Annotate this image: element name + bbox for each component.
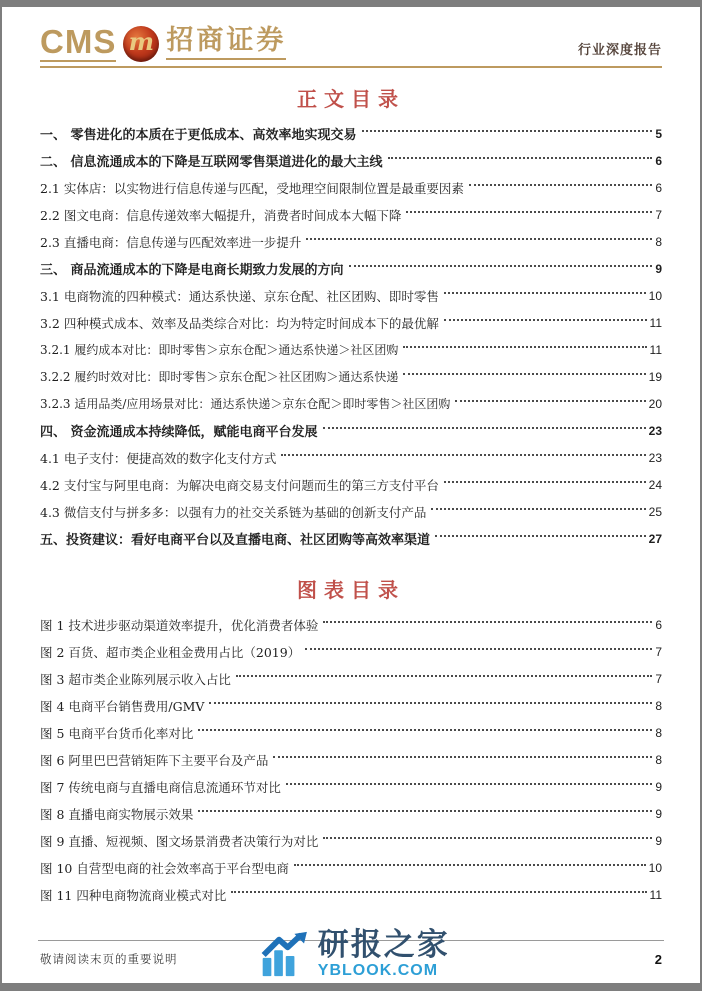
toc-entry[interactable]	[40, 201, 662, 228]
figure-entry-label: 图 4 电商平台销售费用/GMV	[40, 698, 205, 714]
cms-logo-text: CMS	[40, 23, 117, 60]
page-header	[40, 25, 662, 62]
toc-entry-label: 二、 信息流通成本的下降是互联网零售渠道进化的最大主线	[40, 155, 383, 170]
toc-entry[interactable]	[40, 471, 662, 498]
toc-entry[interactable]	[40, 147, 662, 174]
footer-disclaimer: 敬请阅读末页的重要说明	[40, 952, 178, 966]
dotted-leader	[444, 481, 646, 483]
figure-entry-label: 图 9 直播、短视频、图文场景消费者决策行为对比	[40, 833, 319, 849]
cms-brand-logo	[40, 25, 286, 62]
dotted-leader	[281, 454, 645, 456]
cms-badge-icon	[123, 26, 159, 62]
dotted-leader	[209, 702, 652, 704]
header-divider	[40, 66, 662, 68]
page-number: 2	[654, 952, 662, 967]
dotted-leader	[349, 265, 653, 267]
watermark-text	[317, 927, 450, 979]
toc-entry-page: 8	[655, 234, 662, 249]
figure-entry-page: 6	[655, 617, 662, 632]
toc-entry-page: 7	[655, 207, 662, 222]
dotted-leader	[403, 346, 646, 348]
report-type-label: 行业深度报告	[577, 43, 662, 58]
dotted-leader	[305, 648, 652, 650]
dotted-leader	[444, 292, 646, 294]
figure-entry-label: 图 2 百货、超市类企业租金费用占比（2019）	[40, 644, 301, 660]
figure-entry-label: 图 10 自营型电商的社会效率高于平台型电商	[40, 860, 289, 876]
figure-entry-label: 图 3 超市类企业陈列展示收入占比	[40, 671, 231, 687]
toc-entry-page: 6	[655, 180, 662, 195]
figure-entry[interactable]	[40, 773, 662, 800]
toc-entry-label: 2.2 图文电商：信息传递效率大幅提升，消费者时间成本大幅下降	[40, 207, 402, 223]
figures-title: 图表目录	[297, 578, 405, 602]
toc-entry[interactable]	[40, 120, 662, 147]
dotted-leader	[388, 157, 653, 159]
dotted-leader	[469, 184, 652, 186]
toc-entry-page: 9	[655, 261, 662, 276]
dotted-leader	[323, 837, 652, 839]
figure-entry[interactable]	[40, 827, 662, 854]
dotted-leader	[435, 535, 646, 537]
figure-entry[interactable]	[40, 746, 662, 773]
toc-entry[interactable]	[40, 417, 662, 444]
dotted-leader	[294, 864, 646, 866]
figure-entry-label: 图 8 直播电商实物展示效果	[40, 806, 194, 822]
dotted-leader	[406, 211, 652, 213]
toc-entry[interactable]	[40, 498, 662, 525]
figure-entry-page: 10	[648, 860, 662, 875]
toc-entry[interactable]	[40, 444, 662, 471]
toc-entry[interactable]	[40, 255, 662, 282]
dotted-leader	[431, 508, 645, 510]
toc-entry[interactable]	[40, 174, 662, 201]
toc-entry[interactable]	[40, 309, 662, 336]
figure-entry-page: 7	[655, 644, 662, 659]
figure-entry-page: 7	[655, 671, 662, 686]
watermark-site: YBLOOK.COM	[317, 962, 439, 979]
toc-title: 正文目录	[297, 87, 405, 111]
toc-entry-label: 3.2.2 履约时效对比：即时零售＞京东仓配＞社区团购＞通达系快递	[40, 370, 399, 384]
figure-entry[interactable]	[40, 611, 662, 638]
figure-entry[interactable]	[40, 800, 662, 827]
dotted-leader	[236, 675, 652, 677]
toc-entry-label: 2.3 直播电商：信息传递与匹配效率进一步提升	[40, 234, 302, 250]
toc-entry-page: 19	[648, 369, 662, 384]
dotted-leader	[306, 238, 652, 240]
figure-entry-page: 9	[655, 806, 662, 821]
figure-entry-label: 图 6 阿里巴巴营销矩阵下主要平台及产品	[40, 752, 269, 768]
figure-entry-label: 图 5 电商平台货币化率对比	[40, 725, 194, 741]
toc-entry-label: 4.2 支付宝与阿里电商：为解决电商交易支付问题而生的第三方支付平台	[40, 477, 439, 493]
figure-entry[interactable]	[40, 854, 662, 881]
toc-entry-page: 23	[648, 450, 662, 465]
figure-entry-page: 9	[655, 833, 662, 848]
cms-logo-chinese: 招商证券	[166, 27, 286, 60]
figure-entry-label: 图 1 技术进步驱动渠道效率提升，优化消费者体验	[40, 617, 319, 633]
figure-entry-page: 8	[655, 725, 662, 740]
toc-entry-page: 20	[648, 396, 662, 411]
figure-entry[interactable]	[40, 692, 662, 719]
toc-entry[interactable]	[40, 282, 662, 309]
toc-entry[interactable]	[40, 390, 662, 417]
dotted-leader	[323, 427, 646, 429]
toc-entry-label: 4.1 电子支付：便捷高效的数字化支付方式	[40, 450, 277, 466]
toc-entry-label: 三、 商品流通成本的下降是电商长期致力发展的方向	[40, 263, 344, 278]
toc-entry-page: 23	[648, 423, 662, 438]
toc-entry-label: 4.3 微信支付与拼多多：以强有力的社交关系链为基础的创新支付产品	[40, 504, 427, 520]
yblook-watermark	[260, 927, 450, 979]
toc-entry-label: 3.1 电商物流的四种模式：通达系快递、京东仓配、社区团购、即时零售	[40, 288, 439, 304]
toc-entry-label: 3.2.1 履约成本对比：即时零售＞京东仓配＞通达系快递＞社区团购	[40, 343, 399, 357]
figures-list	[40, 611, 662, 908]
toc-entry-page: 11	[649, 342, 662, 357]
figure-entry-label: 图 11 四种电商物流商业模式对比	[40, 887, 227, 903]
dotted-leader	[362, 130, 653, 132]
toc-entry[interactable]	[40, 363, 662, 390]
watermark-name: 研报之家	[317, 927, 450, 963]
dotted-leader	[403, 373, 645, 375]
dotted-leader	[444, 319, 647, 321]
dotted-leader	[198, 810, 652, 812]
toc-entry-label: 3.2.3 适用品类/应用场景对比：通达系快递＞京东仓配＞即时零售＞社区团购	[40, 397, 451, 411]
chart-arrow-icon	[260, 931, 310, 979]
toc-entry-page: 6	[655, 153, 662, 168]
figure-entry[interactable]	[40, 719, 662, 746]
dotted-leader	[198, 729, 652, 731]
toc-entry-label: 五、投资建议：看好电商平台以及直播电商、社区团购等高效率渠道	[40, 533, 431, 548]
figure-entry-page: 11	[649, 887, 662, 902]
toc-entry-page: 24	[648, 477, 662, 492]
toc-entry-page: 27	[648, 531, 662, 546]
toc-entry-page: 25	[648, 504, 662, 519]
report-page	[2, 7, 700, 983]
dotted-leader	[273, 756, 652, 758]
dotted-leader	[323, 621, 652, 623]
figure-entry-label: 图 7 传统电商与直播电商信息流通环节对比	[40, 779, 281, 795]
figure-entry-page: 9	[655, 779, 662, 794]
toc-entry-label: 2.1 实体店：以实物进行信息传递与匹配，受地理空间限制位置是最重要因素	[40, 180, 464, 196]
toc-entry[interactable]	[40, 228, 662, 255]
cms-badge-glyph: m	[128, 26, 155, 56]
figure-entry[interactable]	[40, 881, 662, 908]
figure-entry[interactable]	[40, 665, 662, 692]
figure-entry-page: 8	[655, 698, 662, 713]
toc-list	[40, 120, 662, 552]
toc-entry-label: 3.2 四种模式成本、效率及品类综合对比：均为特定时间成本下的最优解	[40, 315, 439, 331]
figure-entry-page: 8	[655, 752, 662, 767]
dotted-leader	[286, 783, 652, 785]
toc-entry[interactable]	[40, 336, 662, 363]
toc-entry-page: 11	[649, 315, 662, 330]
toc-entry-label: 四、 资金流通成本持续降低，赋能电商平台发展	[40, 425, 318, 440]
toc-entry-page: 5	[655, 126, 662, 141]
dotted-leader	[231, 891, 646, 893]
figure-entry[interactable]	[40, 638, 662, 665]
toc-entry-page: 10	[648, 288, 662, 303]
toc-entry-label: 一、 零售进化的本质在于更低成本、高效率地实现交易	[40, 128, 357, 143]
toc-entry[interactable]	[40, 525, 662, 552]
dotted-leader	[455, 400, 645, 402]
